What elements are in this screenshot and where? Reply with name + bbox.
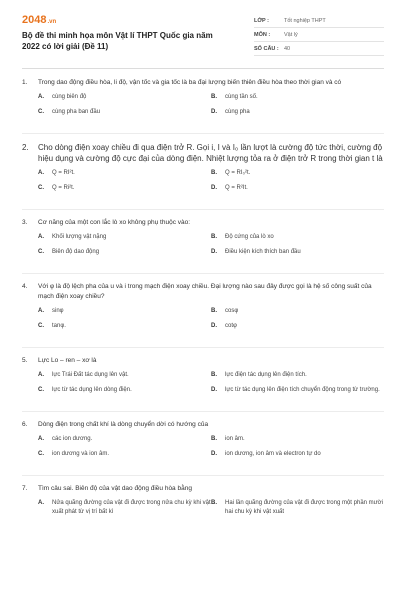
option-letter: D. <box>211 323 217 329</box>
meta-key: MÔN : <box>254 31 271 38</box>
question-header <box>22 420 384 430</box>
option-d[interactable] <box>211 248 384 257</box>
meta-value: Tốt nghiệp THPT <box>284 17 326 24</box>
meta-key: LỚP : <box>254 17 269 24</box>
option-text: lực điện tác dụng lên điện tích. <box>225 372 307 378</box>
option-text: Khối lượng vật nặng <box>52 234 107 240</box>
option-a[interactable] <box>38 435 211 444</box>
option-letter: A. <box>38 170 44 176</box>
question-number: 3. <box>22 219 28 226</box>
document-title: Bộ đề thi minh họa môn Vật lí THPT Quốc gia năm 2022 có lời giải (Đề 11) <box>22 31 213 51</box>
question-number: 1. <box>22 79 28 86</box>
question-7 <box>22 484 384 523</box>
question-2 <box>22 142 384 199</box>
question-text: Cho dòng điện xoay chiều đi qua điện trở R. Gọi i, I và I₀ lần lượt là cường độ tức thời, cường độ hiệu dụng và cường độ cực đại của dòng điện. Nhiệt lượng tỏa ra ở điện trở R trong thời gian t là <box>38 143 383 163</box>
option-text: lực từ tác dụng lên dòng điện. <box>52 387 132 393</box>
option-d[interactable] <box>211 386 384 395</box>
question-4 <box>22 282 384 337</box>
options <box>38 233 384 263</box>
question-divider <box>22 475 384 476</box>
question-text: Tìm câu sai. Biên độ của vật dao động điều hòa bằng <box>38 485 192 492</box>
option-text: tanφ. <box>52 323 66 329</box>
option-text: Nửa quãng đường của vật đi được trong nửa chu kỳ khi vật xuất phát từ vị trí bất kì <box>52 500 211 515</box>
question-text: Trong dao động điều hòa, li độ, vận tốc và gia tốc là ba đại lượng biến thiên điều hòa theo thời gian và có <box>38 79 342 86</box>
question-number: 2. <box>22 143 29 152</box>
option-letter: D. <box>211 185 217 191</box>
meta-value: 40 <box>284 45 291 52</box>
option-text: lực Trái Đất tác dụng lên vật. <box>52 372 129 378</box>
option-a[interactable] <box>38 93 211 102</box>
option-text: Q = RI²t. <box>52 170 75 176</box>
option-b[interactable] <box>211 499 384 517</box>
question-number: 4. <box>22 283 28 290</box>
option-letter: B. <box>211 436 217 442</box>
option-text: cosφ <box>225 308 239 314</box>
site-logo[interactable] <box>22 14 56 26</box>
option-text: cùng pha <box>225 109 250 115</box>
option-text: Q = R²It. <box>225 185 248 191</box>
option-text: Biên độ dao động <box>52 249 100 255</box>
option-letter: A. <box>38 308 44 314</box>
options <box>38 371 384 401</box>
question-header <box>22 142 384 164</box>
option-letter: A. <box>38 372 44 378</box>
option-a[interactable] <box>38 233 211 242</box>
option-letter: A. <box>38 500 44 506</box>
options <box>38 307 384 337</box>
option-text: ion âm. <box>225 436 245 442</box>
question-1 <box>22 78 384 123</box>
option-text: cotφ <box>225 323 237 329</box>
option-letter: C. <box>38 185 44 191</box>
option-d[interactable] <box>211 108 384 117</box>
option-text: ion dương, ion âm và electron tự do <box>225 451 321 457</box>
option-letter: B. <box>211 372 217 378</box>
question-text: Lực Lo – ren – xơ là <box>38 357 97 364</box>
option-d[interactable] <box>211 184 384 193</box>
option-text: Q = RI₀²t. <box>225 170 251 176</box>
question-divider <box>22 411 384 412</box>
option-d[interactable] <box>211 322 384 331</box>
meta-row-class <box>254 14 384 28</box>
option-c[interactable] <box>38 248 211 257</box>
option-text: các ion dương. <box>52 436 93 442</box>
option-letter: D. <box>211 387 217 393</box>
meta-row-count <box>254 42 384 56</box>
option-letter: B. <box>211 500 217 506</box>
option-d[interactable] <box>211 450 384 459</box>
options <box>38 499 384 523</box>
option-letter: B. <box>211 94 217 100</box>
option-b[interactable] <box>211 169 384 178</box>
meta-row-subject <box>254 28 384 42</box>
question-text: Dòng điện trong chất khí là dòng chuyển dời có hướng của <box>38 421 209 428</box>
option-letter: C. <box>38 451 44 457</box>
option-letter: A. <box>38 436 44 442</box>
option-c[interactable] <box>38 108 211 117</box>
question-5 <box>22 356 384 401</box>
option-b[interactable] <box>211 93 384 102</box>
option-letter: C. <box>38 249 44 255</box>
question-number: 6. <box>22 421 28 428</box>
question-divider <box>22 133 384 134</box>
option-a[interactable] <box>38 307 211 316</box>
question-3 <box>22 218 384 263</box>
option-text: cùng pha ban đầu <box>52 109 101 115</box>
question-header <box>22 356 384 366</box>
option-letter: C. <box>38 323 44 329</box>
option-letter: D. <box>211 109 217 115</box>
option-c[interactable] <box>38 184 211 193</box>
option-letter: A. <box>38 234 44 240</box>
question-number: 7. <box>22 485 28 492</box>
option-letter: A. <box>38 94 44 100</box>
meta-value: Vật lý <box>284 31 298 38</box>
option-letter: C. <box>38 387 44 393</box>
option-text: lực từ tác dụng lên điện tích chuyển động trong từ trường. <box>225 387 380 393</box>
option-c[interactable] <box>38 450 211 459</box>
option-text: Hai lần quãng đường của vật đi được trong một phần mười hai chu kỳ khi vật xuất <box>225 500 383 515</box>
question-header <box>22 78 384 88</box>
option-text: cùng tần số. <box>225 94 258 100</box>
meta-key: SỐ CÂU : <box>254 45 279 52</box>
option-letter: B. <box>211 170 217 176</box>
question-list <box>22 78 384 533</box>
meta-table <box>254 14 384 56</box>
option-a[interactable] <box>38 499 211 517</box>
question-text: Cơ năng của một con lắc lò xo không phụ thuộc vào: <box>38 219 191 226</box>
option-c[interactable] <box>38 322 211 331</box>
option-c[interactable] <box>38 386 211 395</box>
option-letter: C. <box>38 109 44 115</box>
option-text: cùng biên độ <box>52 94 87 100</box>
options <box>38 169 384 199</box>
logo-text: 2048 <box>22 14 47 26</box>
option-letter: B. <box>211 234 217 240</box>
options <box>38 435 384 465</box>
question-number: 5. <box>22 357 28 364</box>
question-divider <box>22 209 384 210</box>
option-letter: D. <box>211 249 217 255</box>
question-divider <box>22 347 384 348</box>
question-text: Với φ là độ lệch pha của u và i trong mạch điện xoay chiều. Đại lượng nào sau đây được gọi là hệ số công suất của mạch điện xoay chiều? <box>38 283 372 300</box>
option-a[interactable] <box>38 169 211 178</box>
option-b[interactable] <box>211 233 384 242</box>
option-letter: B. <box>211 308 217 314</box>
option-letter: D. <box>211 451 217 457</box>
logo-suffix: .vn <box>47 19 57 25</box>
option-b[interactable] <box>211 371 384 380</box>
question-header <box>22 218 384 228</box>
question-header <box>22 484 384 494</box>
option-text: sinφ <box>52 308 64 314</box>
question-6 <box>22 420 384 465</box>
option-a[interactable] <box>38 371 211 380</box>
options <box>38 93 384 123</box>
option-text: ion dương và ion âm. <box>52 451 109 457</box>
question-divider <box>22 273 384 274</box>
option-text: Q = Ri²t. <box>52 185 75 191</box>
option-text: Độ cứng của lò xo <box>225 234 274 240</box>
header-divider <box>22 68 384 69</box>
option-b[interactable] <box>211 435 384 444</box>
question-header <box>22 282 384 302</box>
option-text: Điều kiện kích thích ban đầu <box>225 249 301 255</box>
option-b[interactable] <box>211 307 384 316</box>
